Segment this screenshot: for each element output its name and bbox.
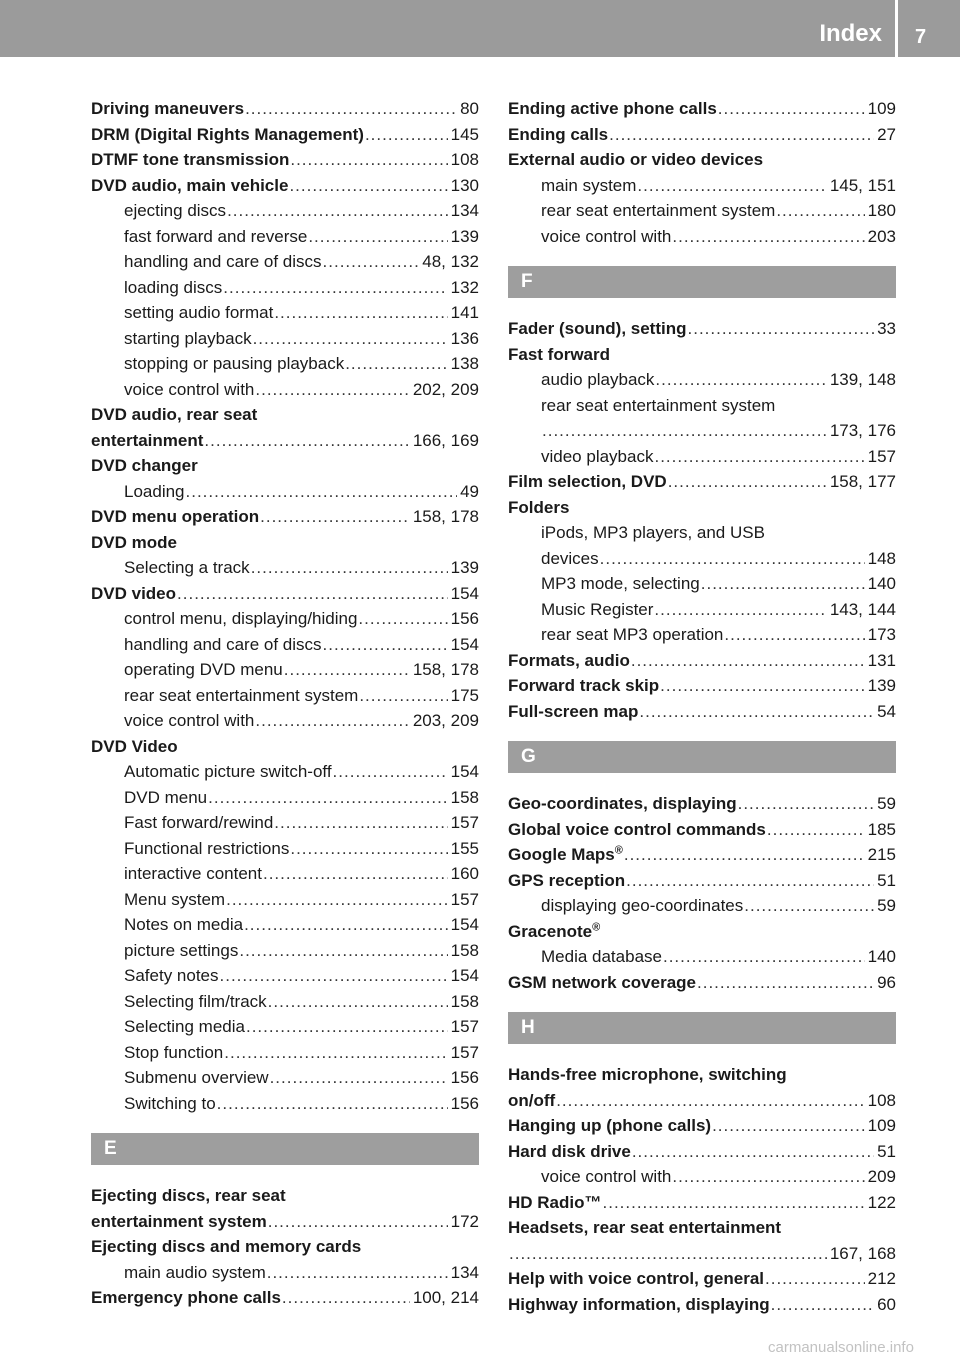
index-subentry: DVD menu ..... 158: [91, 785, 479, 811]
index-subentry: voice control with ..... 203, 209: [91, 708, 479, 734]
section-title: Index: [819, 20, 882, 47]
index-subentry: Switching to ..... 156: [91, 1091, 479, 1117]
page-number: 7: [915, 26, 927, 48]
index-entry-heading: DVD changer: [91, 456, 198, 475]
index-entry: Global voice control commands ..... 185: [508, 817, 896, 843]
index-entry: Geo-coordinates, displaying ..... 59: [508, 791, 896, 817]
index-subentry: devices ..... 148: [508, 546, 896, 572]
section-letter-f: F: [508, 266, 896, 298]
index-entry: on/off ..... 108: [508, 1088, 896, 1114]
index-subentry: Functional restrictions ..... 155: [91, 836, 479, 862]
index-entry: Hard disk drive ..... 51: [508, 1139, 896, 1165]
index-subentry: operating DVD menu ..... 158, 178: [91, 657, 479, 683]
index-subentry: voice control with ..... 209: [508, 1164, 896, 1190]
index-column-right: [508, 96, 896, 1317]
index-entry-heading: External audio or video devices: [508, 150, 764, 169]
index-subentry: iPods, MP3 players, and USB: [541, 523, 765, 542]
index-subentry: handling and care of discs ..... 154: [91, 632, 479, 658]
watermark: carmanualsonline.info: [768, 1339, 914, 1356]
index-entry: DTMF tone transmission ..... 108: [91, 147, 479, 173]
section-letter-e: E: [91, 1133, 479, 1165]
index-subentry: rear seat entertainment system ..... 180: [508, 198, 896, 224]
index-entry: entertainment system ..... 172: [91, 1209, 479, 1235]
index-entry: Hanging up (phone calls) ..... 109: [508, 1113, 896, 1139]
index-subentry: voice control with ..... 202, 209: [91, 377, 479, 403]
index-subentry: main system ..... 145, 151: [508, 173, 896, 199]
section-letter-h: H: [508, 1012, 896, 1044]
index-subentry: audio playback ..... 139, 148: [508, 367, 896, 393]
index-entry: entertainment ..... 166, 169: [91, 428, 479, 454]
index-entry: GSM network coverage ..... 96: [508, 970, 896, 996]
index-subentry: MP3 mode, selecting ..... 140: [508, 571, 896, 597]
index-entry: Help with voice control, general ..... 212: [508, 1266, 896, 1292]
index-entry-heading: DVD Video: [91, 736, 178, 756]
header-divider: [895, 0, 898, 57]
index-entry: DVD audio, main vehicle ..... 130: [91, 173, 479, 199]
index-entry-heading: Ejecting discs, rear seat: [91, 1186, 286, 1205]
index-entry: Ending calls ..... 27: [508, 122, 896, 148]
index-entry: Ending active phone calls ..... 109: [508, 96, 896, 122]
index-subentry-continuation: ..... 173, 176: [508, 418, 896, 444]
index-subentry: picture settings ..... 158: [91, 938, 479, 964]
index-entry-heading: DVD audio, rear seat: [91, 405, 258, 424]
index-subentry: rear seat entertainment system: [541, 395, 776, 415]
index-subentry: Stop function ..... 157: [91, 1040, 479, 1066]
index-subentry: voice control with ..... 203: [508, 224, 896, 250]
index-entry-heading: DVD mode: [91, 532, 177, 552]
index-entry: Emergency phone calls ..... 100, 214: [91, 1285, 479, 1311]
index-subentry: setting audio format ..... 141: [91, 300, 479, 326]
index-subentry: handling and care of discs ..... 48, 132: [91, 249, 479, 275]
index-entry: GPS reception ..... 51: [508, 868, 896, 894]
index-column-left: [91, 96, 479, 1311]
index-entry: HD Radio™ ..... 122: [508, 1190, 896, 1216]
index-subentry: main audio system ..... 134: [91, 1260, 479, 1286]
page-header: [0, 0, 960, 57]
index-entry-heading: Fast forward: [508, 344, 611, 364]
index-subentry: rear seat entertainment system ..... 175: [91, 683, 479, 709]
index-subentry: Submenu overview ..... 156: [91, 1065, 479, 1091]
index-entry-continuation: ..... 167, 168: [508, 1241, 896, 1267]
index-subentry: control menu, displaying/hiding ..... 156: [91, 606, 479, 632]
index-subentry: fast forward and reverse ..... 139: [91, 224, 479, 250]
index-subentry: displaying geo-coordinates ..... 59: [508, 893, 896, 919]
index-entry: Google Maps® ..... 215: [508, 842, 896, 868]
index-entry: Highway information, displaying ..... 60: [508, 1292, 896, 1318]
index-entry: Full-screen map ..... 54: [508, 699, 896, 725]
index-entry: Driving maneuvers ..... 80: [91, 96, 479, 122]
index-subentry: Selecting a track ..... 139: [91, 555, 479, 581]
index-subentry: Selecting film/track ..... 158: [91, 989, 479, 1015]
index-subentry: Loading ..... 49: [91, 479, 479, 505]
index-subentry: Notes on media ..... 154: [91, 912, 479, 938]
index-entry: Fader (sound), setting ..... 33: [508, 316, 896, 342]
index-subentry: interactive content ..... 160: [91, 861, 479, 887]
index-subentry: Automatic picture switch-off ..... 154: [91, 759, 479, 785]
index-subentry: Safety notes ..... 154: [91, 963, 479, 989]
index-entry: Formats, audio ..... 131: [508, 648, 896, 674]
index-entry-heading: Hands-free microphone, switching: [508, 1065, 787, 1084]
index-entry-heading: Gracenote®: [508, 920, 601, 941]
index-entry-heading: Ejecting discs and memory cards: [91, 1237, 362, 1256]
index-subentry: ejecting discs ..... 134: [91, 198, 479, 224]
section-letter-g: G: [508, 741, 896, 773]
index-subentry: stopping or pausing playback ..... 138: [91, 351, 479, 377]
index-subentry: starting playback ..... 136: [91, 326, 479, 352]
index-entry: Forward track skip ..... 139: [508, 673, 896, 699]
index-subentry: video playback ..... 157: [508, 444, 896, 470]
index-entry: DRM (Digital Rights Management) ..... 145: [91, 122, 479, 148]
index-subentry: Music Register ..... 143, 144: [508, 597, 896, 623]
index-subentry: Menu system ..... 157: [91, 887, 479, 913]
index-entry-heading: Headsets, rear seat entertainment: [508, 1218, 782, 1237]
index-entry: Film selection, DVD ..... 158, 177: [508, 469, 896, 495]
index-entry: DVD menu operation ..... 158, 178: [91, 504, 479, 530]
index-subentry: Media database ..... 140: [508, 944, 896, 970]
index-subentry: Fast forward/rewind ..... 157: [91, 810, 479, 836]
index-subentry: rear seat MP3 operation ..... 173: [508, 622, 896, 648]
index-entry: DVD video ..... 154: [91, 581, 479, 607]
index-subentry: Selecting media ..... 157: [91, 1014, 479, 1040]
index-entry-heading: Folders: [508, 497, 570, 517]
index-subentry: loading discs ..... 132: [91, 275, 479, 301]
